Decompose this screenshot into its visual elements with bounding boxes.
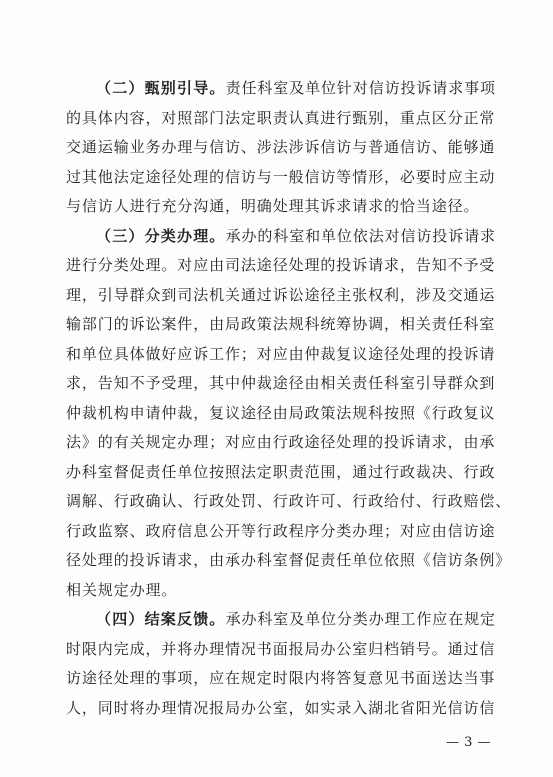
section-3-line-12: 相关规定办理。 [66,580,178,599]
section-3-line-3: 输部门的诉讼案件，由局政策法规科统筹协调，相关责任科室 [66,315,496,333]
section-3-line-6: 仲裁机构申请仲裁，复议途径由局政策法规科按照《行政复议 [66,403,496,422]
section-4-line-2: 访途径处理的事项，应在规定时限内将答复意见书面送达当事 [66,669,496,687]
section-2-line-2: 交通运输业务办理与信访、涉法涉诉信访与普通信访、能够通 [66,138,496,156]
section-4-paragraph [66,605,496,723]
section-3-line-8: 办科室督促责任单位按照法定职责范围，通过行政裁决、行政 [66,462,496,481]
section-4-line-1: 时限内完成，并将办理情况书面报局办公室归档销号。通过信 [66,639,496,658]
page-number: — 3 — [446,735,492,750]
section-4-first-line [66,605,496,635]
section-2-line-0: 责任科室及单位针对信访投诉请求事项 [225,79,496,97]
section-2-paragraph [66,74,496,222]
section-3-line-10: 行政监察、政府信息公开等行政程序分类办理；对应由信访途 [66,521,496,540]
section-3-paragraph [66,222,512,606]
section-3-line-1: 进行分类处理。对应由司法途径处理的投诉请求，告知不予受 [66,256,496,274]
section-2-first-line [66,74,496,104]
section-3-heading: （三）分类办理。 [96,226,226,245]
section-3-line-4: 和单位具体做好应诉工作；对应由仲裁复议途径处理的投诉请 [66,344,496,363]
section-4-heading: （四）结案反馈。 [96,610,226,628]
section-4-line-0: 承办科室及单位分类办理工作应在规定 [225,610,496,628]
section-2-line-3: 过其他法定途径处理的信访与一般信访等情形，必要时应主动 [66,167,496,186]
section-3-first-line [66,222,496,252]
section-3-line-11: 径处理的投诉请求，由承办科室督促责任单位依照《信访条例》 [66,551,512,569]
section-3-line-5: 求，告知不予受理，其中仲裁途径由相关责任科室引导群众到 [66,374,496,392]
section-2-line-1: 的具体内容，对照部门法定职责认真进行甄别，重点区分正常 [66,108,496,127]
section-2-line-4: 与信访人进行充分沟通，明确处理其诉求请求的恰当途径。 [66,197,480,215]
section-3-line-7: 法》的有关规定办理；对应由行政途径处理的投诉请求，由承 [66,433,496,451]
section-2-heading: （二）甄别引导。 [96,79,226,97]
section-3-line-0: 承办的科室和单位依法对信访投诉请求 [225,226,496,245]
section-4-line-3: 人，同时将办理情况报局办公室，如实录入湖北省阳光信访信 [66,698,496,717]
section-3-line-2: 理，引导群众到司法机关通过诉讼途径主张权利，涉及交通运 [66,285,496,304]
body-text [66,74,512,723]
section-3-line-9: 调解、行政确认、行政处罚、行政许可、行政给付、行政赔偿、 [66,492,512,510]
